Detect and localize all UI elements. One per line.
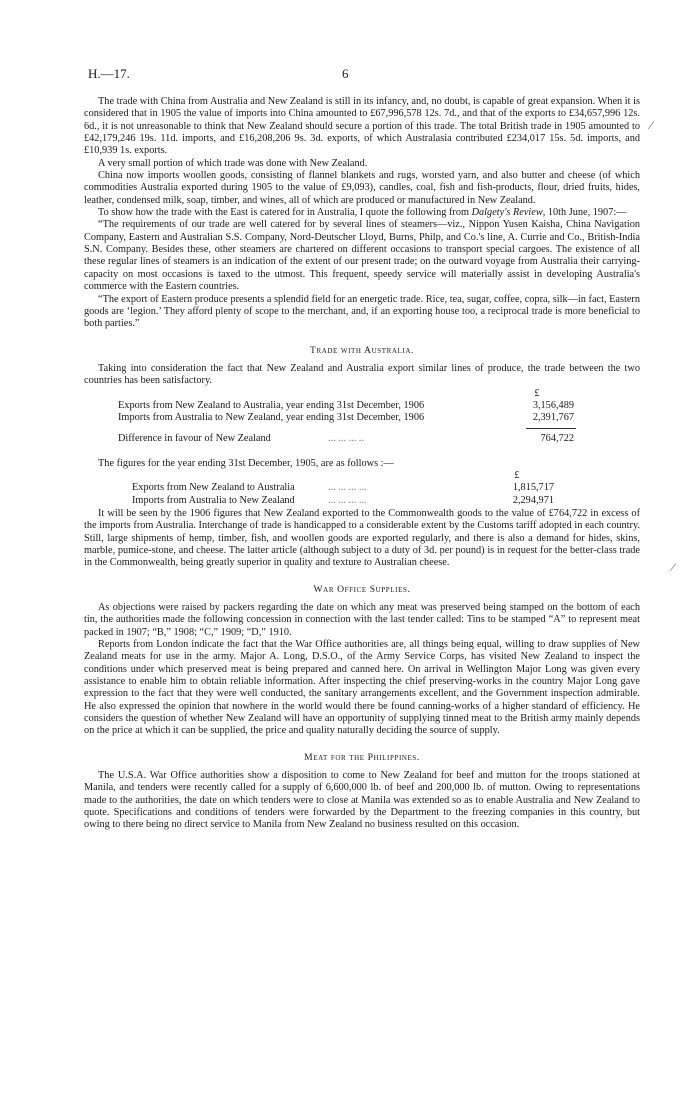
paragraph-war-office-reports: Reports from London indicate the fact that the War Office authorities are, all things being equal, willing to draw supplies of New Zealand meats for use in the army. Major A. Long, D.S.O., of the Army Service Corps, has visited New Zealand to inspect the conditions under which preserved meat is being prepared and canned here. On arrival in Wellington Major Long was given every assistance to enable him to obtain reliable information. After inspecting the chief preserving-works in the country Major Long gave expression to the fact that they were well conducted, the sanitary arrangements excellent, and the Government inspection admirable. He also expressed the opinion that nowhere in the world would there be found canning-works of a higher standard of efficiency. He considers the question of whether New Zealand will have an opportunity of supplying tinned meat to the British army mainly depends on the price at which it can be supplied, the price and quality naturally deciding the source of supply. <box>84 639 640 737</box>
section-heading-australia: Trade with Australia. <box>310 344 414 356</box>
quotation-eastern-produce: “The export of Eastern produce presents a splendid field for an energetic trade. Rice, tea, sugar, coffee, copra, silk—in fact, Eastern goods are ‘legion.’ They afford plenty of scope to the merchant, and, if an exporting house too, a reciprocal trade is more beneficial to both parties.” <box>84 293 640 330</box>
paragraph-china-imports: China now imports woollen goods, consisting of flannel blankets and rugs, worsted yarn, and also butter and cheese (of which commodities Australia exported during 1905 to the value of £9,093), candles, coal, fish and fish-products, flour, dried fruits, hides, leather, condensed milk, soap, timber, and wines, all of which are produced or manufactured in New Zealand. <box>84 170 640 206</box>
table-row-difference <box>84 433 640 445</box>
row-value: 3,156,489 <box>532 399 574 411</box>
margin-tick-mark: ⁄ <box>650 118 653 132</box>
dot-leader: ... ... ... ... <box>328 482 367 494</box>
document-reference: H.—17. <box>88 66 130 81</box>
paragraph-quote-intro <box>84 207 640 219</box>
difference-label: Difference in favour of New Zealand <box>118 432 271 444</box>
dot-leader: ... ... ... ... <box>328 494 367 506</box>
paragraph-australia-intro: Taking into consideration the fact that New Zealand and Australia export similar lines of produce, the trade between the two countries has been satisfactory. <box>84 362 640 387</box>
row-label: Imports from Australia to New Zealand, year ending 31st December, 1906 <box>118 412 425 424</box>
table-row <box>84 400 640 412</box>
dot-leader: ... ... ... .. <box>328 432 365 444</box>
row-label: Imports from Australia to New Zealand <box>132 494 295 506</box>
row-value: 2,294,971 <box>512 494 554 506</box>
currency-header <box>84 470 640 482</box>
currency-symbol: £ <box>514 469 520 481</box>
section-heading-philippines: Meat for the Philippines. <box>304 751 420 763</box>
currency-header <box>84 388 640 400</box>
margin-tick-mark: ⁄ <box>672 560 675 574</box>
section-heading-war-office: War Office Supplies. <box>313 583 411 595</box>
difference-value: 764,722 <box>540 432 574 444</box>
paragraph-meat-stamping: As objections were raised by packers regarding the date on which any meat was preserved being stamped on the bottom of each tin, the authorities made the following concession in connection with the last tender called: Tins to be stamped “A” to represent meat packed in 1907; “B,” 1908; “C,” 1909; “D,” 1910. <box>84 601 640 638</box>
paragraph-china-trade: The trade with China from Australia and New Zealand is still in its infancy, and, no doubt, is capable of great expansion. When it is considered that in 1905 the value of imports into China amounted to £67,996,578 12s. 7d., and that of the exports to £34,657,996 12s. 6d., it is not unreasonable to think that New Zealand should secure a portion of this trade. The total British trade in 1905 amounted to £42,179,246 19s. 11d. imports, and £16,208,206 9s. 3d. exports, of which Australasia contributed £234,017 15s. 5d. imports, and £10,939 1s. exports. <box>84 96 640 157</box>
row-label: Exports from New Zealand to Australia <box>132 482 295 494</box>
table-1906-trade <box>84 388 640 450</box>
quote-intro-date: , 10th June, 1907:— <box>542 207 627 219</box>
currency-symbol: £ <box>534 387 540 399</box>
publication-title: Dalgety's Review <box>471 207 543 219</box>
paragraph-australia-trade: It will be seen by the 1906 figures that New Zealand exported to the Commonwealth goods to the value of £764,722 in excess of the imports from Australia. Interchange of trade is handicapped to a considerable extent by the Customs tariff adopted in each country. Still, large shipments of hemp, timber, fish, and woollen goods are exported regularly, and there is also a demand for hides, skins, marble, pumice-stone, and cheese. The latter article (although subject to a duty of 3d. per pound) is in request for the better-class trade in the Commonwealth, being greatly superior in quality and texture to Australian cheese. <box>84 507 640 569</box>
paragraph-philippines-tender: The U.S.A. War Office authorities show a disposition to come to New Zealand for beef and mutton for the troops stationed at Manila, and tenders were recently called for a supply of 6,600,000 lb. of beef and 200,000 lb. of mutton. Owing to representations made to the authorities, the date on which tenders were to close at Manila was extended so as to enable Australia and New Zealand to quote. Specifications and conditions of tenders were forwarded by the Department to the freezing companies in this country, but owing to there being no direct service to Manila from New Zealand no business resulted on this occasion. <box>84 770 640 831</box>
total-rule <box>526 428 576 429</box>
row-value: 2,391,767 <box>532 412 574 424</box>
table-row <box>84 482 640 494</box>
quotation-steamers: “The requirements of our trade are well catered for by several lines of steamers—viz., Nippon Yusen Kaisha, China Navigation Company, Eastern and Australian S.S. Company, Nord-Deutscher Lloyd, Burns, Philp, and Co.'s line, A. Currie and Co., British-India S.N. Company. Besides these, other steamers are chartered on different occasions to transport special cargoes. The existence of all these regular lines of steamers is an indication of the extent of our present trade; on the outward voyage from Australia their carrying-capacity on most occasions is taxed to the utmost. This frequent, speedy service will materially assist in developing Australia's commerce with the Eastern countries. <box>84 219 640 293</box>
paragraph-small-portion: A very small portion of which trade was done with New Zealand. <box>98 157 368 169</box>
row-label: Exports from New Zealand to Australia, year ending 31st December, 1906 <box>118 399 425 411</box>
table-row <box>84 412 640 424</box>
table-row <box>84 495 640 507</box>
page-number: 6 <box>342 66 349 81</box>
row-value: 1,815,717 <box>512 482 554 494</box>
quote-intro-text: To show how the trade with the East is catered for in Australia, I quote the following from <box>98 207 472 219</box>
table-1905-trade <box>84 470 640 508</box>
page-body <box>84 60 640 832</box>
paragraph-1905-intro: The figures for the year ending 31st December, 1905, are as follows :— <box>98 457 394 469</box>
